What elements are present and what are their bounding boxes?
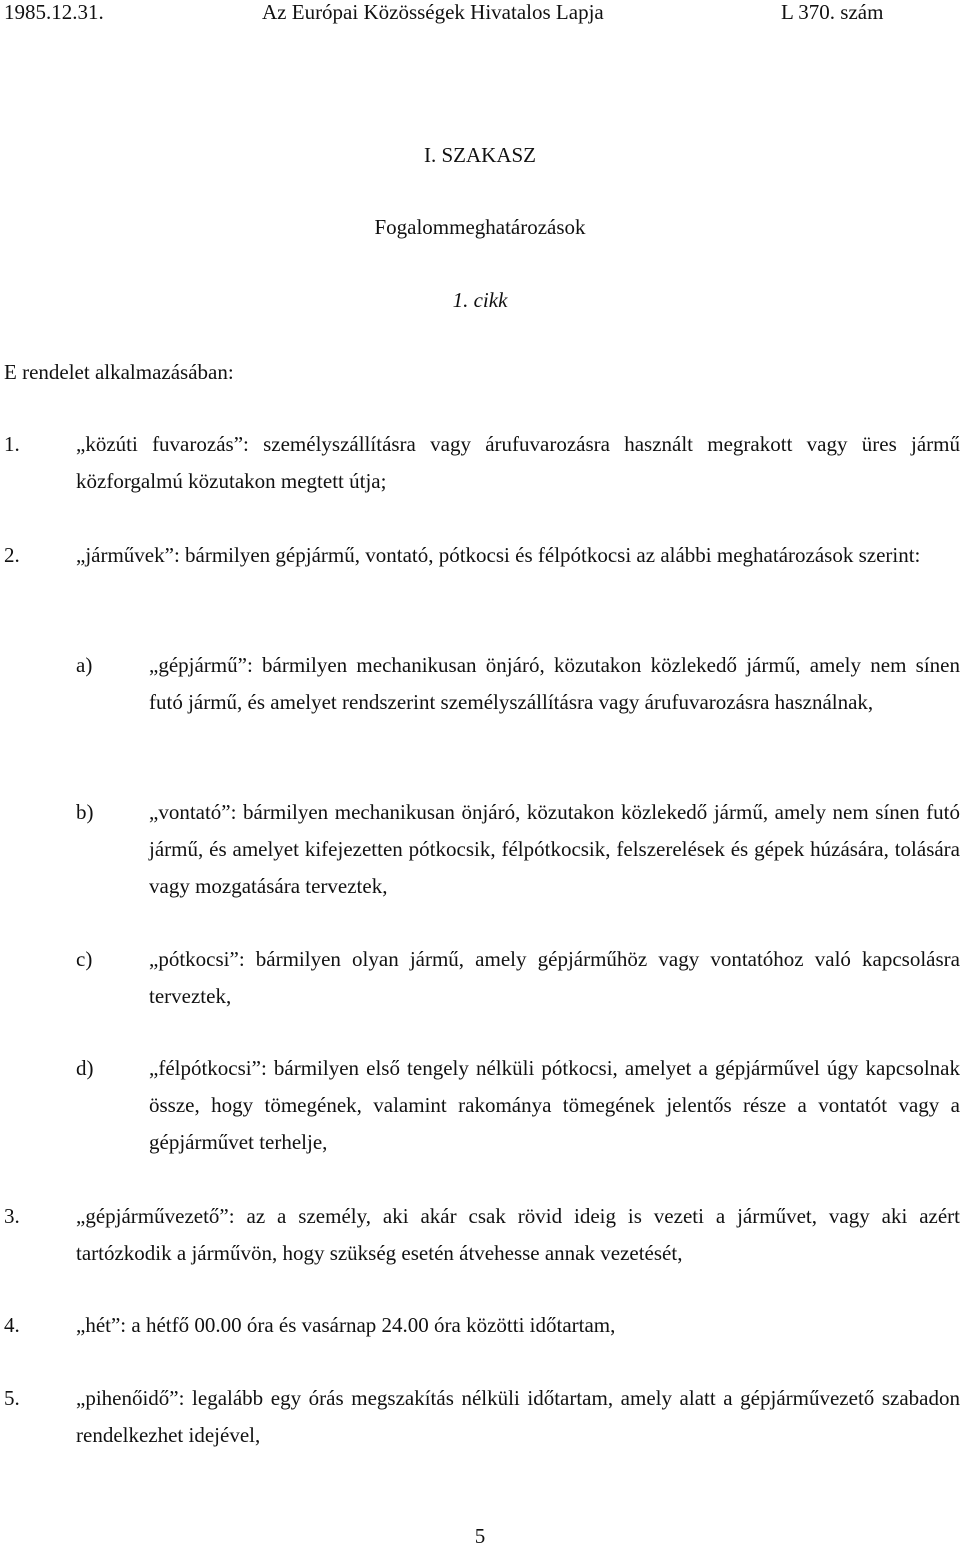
subitem-label: b) xyxy=(76,800,94,824)
item-number: 4. xyxy=(4,1313,20,1337)
subitem-text xyxy=(149,647,960,721)
item-definition: : a hétfő 00.00 óra és vasárnap 24.00 óra közötti időtartam, xyxy=(120,1313,616,1337)
section-subtitle: Fogalommeghatározások xyxy=(374,215,586,239)
item-text xyxy=(76,1198,960,1272)
item-text xyxy=(76,537,960,574)
item-text xyxy=(76,1380,960,1454)
subitem-label: a) xyxy=(76,653,93,677)
subitem-text xyxy=(149,1050,960,1161)
item-text xyxy=(76,1307,960,1344)
subitem-term: „gépjármű” xyxy=(149,653,247,677)
subitem-term: „pótkocsi” xyxy=(149,947,239,971)
subitem-text xyxy=(149,941,960,1015)
item-definition: : bármilyen gépjármű, vontató, pótkocsi és félpótkocsi az alábbi meghatározások szerint: xyxy=(173,543,921,567)
item-definition: : személyszállításra vagy árufuvarozásra használt megrakott vagy üres jármű közforgalmú közutakon megtett útja; xyxy=(76,432,960,493)
item-term: „közúti fuvarozás” xyxy=(76,432,244,456)
item-definition: : az a személy, aki akár csak rövid ideig is vezeti a járművet, vagy aki azért tartózkodik a járművön, hogy szükség esetén átvehesse annak vezetését, xyxy=(76,1204,960,1265)
subitem-term: „félpótkocsi” xyxy=(149,1056,261,1080)
page-number: 5 xyxy=(474,1524,486,1548)
intro-text: E rendelet alkalmazásában: xyxy=(4,360,234,384)
header-journal-title: Az Európai Közösségek Hivatalos Lapja xyxy=(262,0,604,24)
item-text xyxy=(76,426,960,500)
item-number: 1. xyxy=(4,432,20,456)
subitem-definition: : bármilyen mechanikusan önjáró, közutakon közlekedő jármű, amely nem sínen futó jármű, és amelyet kifejezetten pótkocsik, félpótkocsik, felszerelések és gépek húzására, tolására vagy mozgatására terveztek, xyxy=(149,800,960,898)
page-header xyxy=(0,0,960,28)
subitem-definition: : bármilyen olyan jármű, amely gépjárműhöz vagy vontatóhoz való kapcsolásra terveztek, xyxy=(149,947,960,1008)
item-number: 2. xyxy=(4,543,20,567)
subitem-term: „vontató” xyxy=(149,800,231,824)
item-term: „hét” xyxy=(76,1313,121,1337)
item-term: „pihenőidő” xyxy=(76,1386,179,1410)
item-number: 5. xyxy=(4,1386,20,1410)
subitem-definition: : bármilyen első tengely nélküli pótkocsi, amelyet a gépjárművel úgy kapcsolnak össze, hogy tömegének, valamint rakománya tömegének jelentős része a vontatót vagy a gépjárművet terhelje, xyxy=(149,1056,960,1154)
subitem-label: d) xyxy=(76,1056,94,1080)
item-term: „gépjárművezető” xyxy=(76,1204,229,1228)
item-number: 3. xyxy=(4,1204,20,1228)
section-title: I. SZAKASZ xyxy=(423,143,536,167)
subitem-definition: : bármilyen mechanikusan önjáró, közutakon közlekedő jármű, amely nem sínen futó jármű, és amelyet rendszerint személyszállításra vagy árufuvarozásra használnak, xyxy=(149,653,960,714)
item-term: „járművek” xyxy=(76,543,174,567)
article-heading: 1. cikk xyxy=(452,288,508,312)
subitem-label: c) xyxy=(76,947,93,971)
header-date: 1985.12.31. xyxy=(4,0,104,24)
item-definition: : legalább egy órás megszakítás nélküli időtartam, amely alatt a gépjárművezető szabadon rendelkezhet idejével, xyxy=(76,1386,960,1447)
header-issue-number: L 370. szám xyxy=(781,0,884,24)
subitem-text xyxy=(149,794,960,905)
